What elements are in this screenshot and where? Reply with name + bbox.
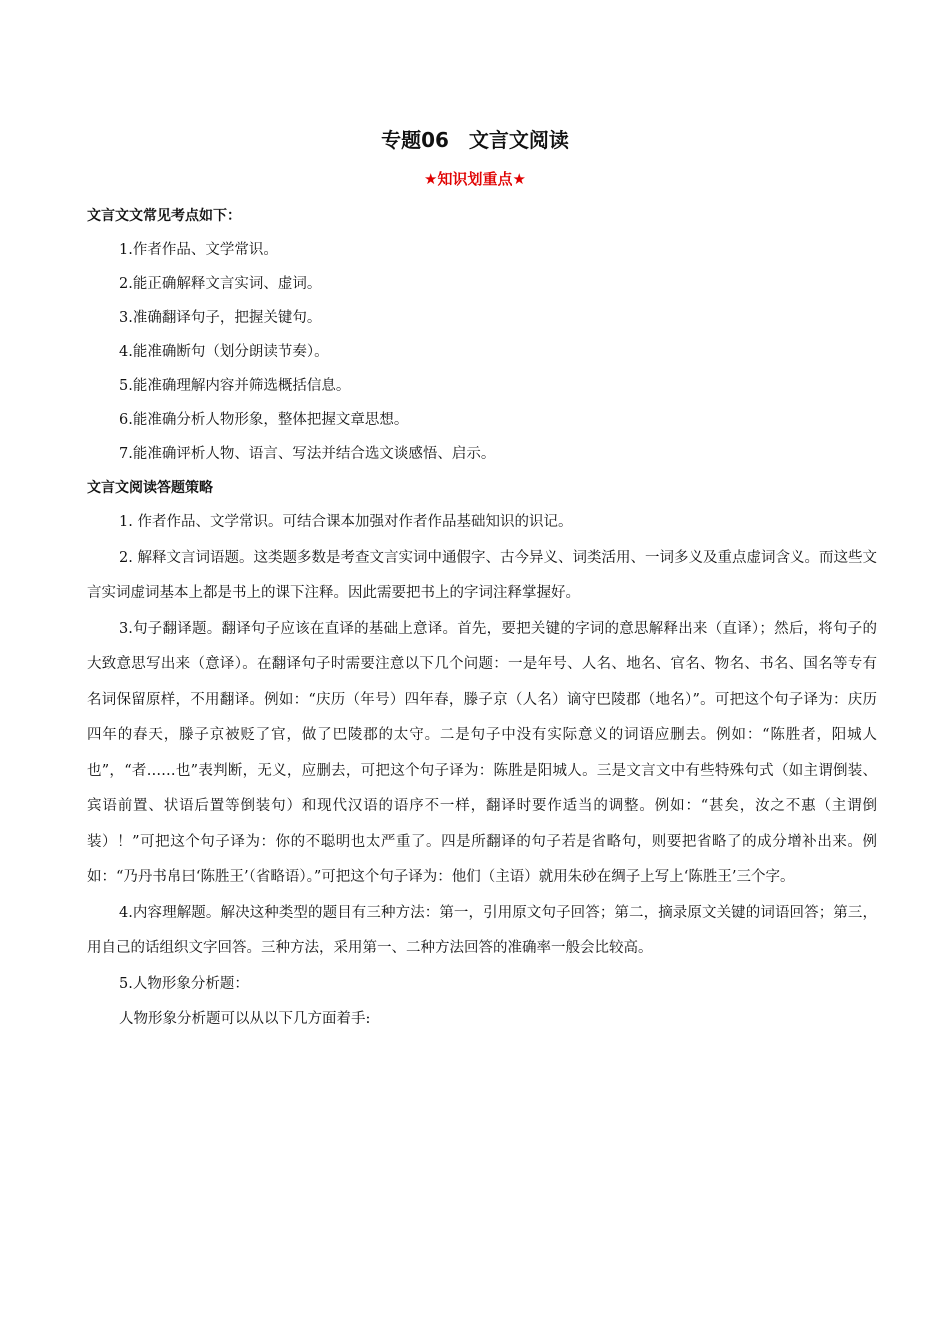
- strategy-paragraph: 3.句子翻译题。翻译句子应该在直译的基础上意译。首先，要把关键的字词的意思解释出来（直译）；然后，将句子的大致意思写出来（意译）。在翻译句子时需要注意以下几个问题：一是年号、人名、地名、官名、物名、书名、国名等专有名词保留原样，不用翻译。例如：“庆历（年号）四年春，滕子京（人名）谪守巴陵郡（地名）”。可把这个句子译为：庆历四年的春天，滕子京被贬了官，做了巴陵郡的太守。二是句子中没有实际意义的词语应删去。例如：“陈胜者，阳城人也”，“者……也”表判断，无义，应删去，可把这个句子译为：陈胜是阳城人。三是文言文中有些特殊句式（如主谓倒装、宾语前置、状语后置等倒装句）和现代汉语的语序不一样，翻译时要作适当的调整。例如：“甚矣，汝之不惠（主谓倒装）！”可把这个句子译为：你的不聪明也太严重了。四是所翻译的句子若是省略句，则要把省略了的成分增补出来。例如：“乃丹书帛曰‘陈胜王’（省略语）。”可把这个句子译为：他们（主语）就用朱砂在绸子上写上‘陈胜王’三个字。: [87, 620, 877, 885]
- exam-point-item: 2.能正确解释文言实词、虚词。: [119, 276, 322, 292]
- exam-point-item: 3.准确翻译句子，把握关键句。: [119, 310, 322, 326]
- exam-point-item: 1.作者作品、文学常识。: [119, 242, 278, 258]
- strategy-paragraph: 2. 解释文言词语题。这类题多数是考查文言实词中通假字、古今异义、词类活用、一词多义及重点虚词含义。而这些文言实词虚词基本上都是书上的课下注释。因此需要把书上的字词注释掌握好。: [87, 549, 877, 601]
- exam-point-item: 4.能准确断句（划分朗读节奏）。: [119, 344, 329, 360]
- section-heading-exam-points: 文言文文常见考点如下：: [87, 208, 241, 224]
- strategy-paragraph: 5.人物形象分析题：: [119, 975, 249, 992]
- strategy-paragraph: 1. 作者作品、文学常识。可结合课本加强对作者作品基础知识的识记。: [119, 514, 573, 530]
- section-heading-strategy: 文言文阅读答题策略: [87, 480, 213, 496]
- strategy-paragraph: 人物形象分析题可以从以下几方面着手:: [119, 1011, 371, 1027]
- page-subtitle: ★知识划重点★: [424, 170, 526, 188]
- strategy-paragraph: 4.内容理解题。解决这种类型的题目有三种方法：第一，引用原文句子回答；第二，摘录原文关键的词语回答；第三，用自己的话组织文字回答。三种方法，采用第一、二种方法回答的准确率一般会比较高。: [87, 904, 877, 956]
- exam-point-item: 7.能准确评析人物、语言、写法并结合选文谈感悟、启示。: [119, 446, 496, 462]
- exam-point-item: 6.能准确分析人物形象，整体把握文章思想。: [119, 412, 409, 428]
- exam-point-item: 5.能准确理解内容并筛选概括信息。: [119, 378, 351, 394]
- document-body: [87, 199, 877, 1038]
- page-title: 专题06 文言文阅读: [381, 128, 569, 152]
